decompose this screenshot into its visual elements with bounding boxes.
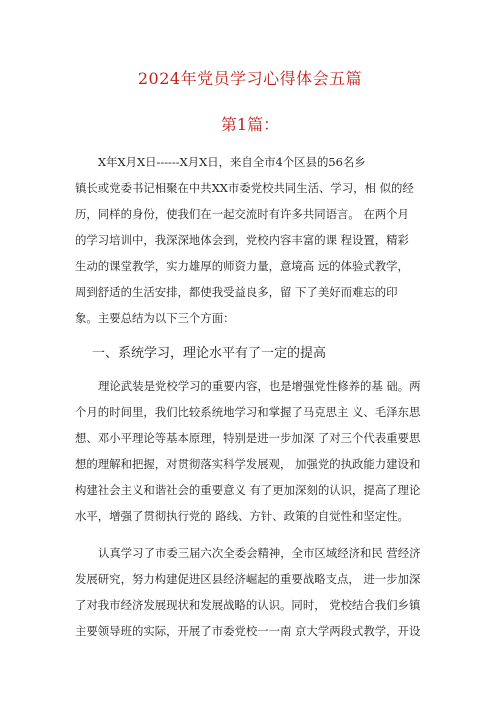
- paragraph-line: 想的理解和把握，对贯彻落实科学发展观， 加强党的执政能力建设和: [75, 457, 421, 471]
- paragraph-line: X年X月X日------X月X日，来自全市4个区县的56名乡: [98, 155, 366, 169]
- paragraph-line: 想、邓小平理论等基本原理，特别是进一步加深 了对三个代表重要思: [75, 431, 421, 445]
- paragraph-line: 水平，增强了贯彻执行党的 路线、方针、政策的自觉性和坚定性。: [75, 509, 409, 523]
- paragraph-line: 个月的时间里，我们比较系统地学习和掌握了马克思主 义、毛泽东思: [75, 405, 421, 419]
- paragraph-line: 周到舒适的生活安排，都使我受益良多，留 下了美好而难忘的印: [75, 285, 398, 299]
- section-heading: 一、系统学习，理论水平有了一定的提高: [92, 346, 327, 361]
- paragraph-line: 历，同样的身份，使我们在一起交流时有许多共同语言。 在两个月: [75, 207, 409, 221]
- paragraph-line: 的学习培训中，我深深地体会到，党校内容丰富的课 程设置，精彩: [75, 233, 409, 247]
- paragraph-line: 生动的课堂教学，实力雄厚的师资力量，意境高 远的体验式教学，: [75, 259, 409, 273]
- paragraph-line: 主要领导班的实际，开展了市委党校一一南 京大学两段式教学，开设: [75, 624, 421, 638]
- document-subtitle: 第1篇：: [220, 115, 280, 134]
- paragraph-line: 理论武装是党校学习的重要内容，也是增强党性修养的基 础。两: [98, 379, 421, 393]
- paragraph-line: 认真学习了市委三届六次全委会精神，全市区域经济和民 营经济: [98, 546, 421, 560]
- paragraph-line: 构建社会主义和谐社会的重要意义 有了更加深刻的认识，提高了理论: [75, 483, 421, 497]
- document-title: 2024年党员学习心得体会五篇: [137, 69, 363, 88]
- paragraph-line: 了对我市经济发展现状和发展战略的认识。同时， 党校结合我们乡镇: [75, 598, 421, 612]
- paragraph-line: 镇长或党委书记相聚在中共XX市委党校共同生活、学习，相 似的经: [75, 181, 414, 195]
- paragraph-line: 发展研究，努力构建促进区县经济崛起的重要战略支点， 进一步加深: [75, 572, 421, 586]
- paragraph-line: 象。主要总结为以下三个方面：: [75, 311, 235, 325]
